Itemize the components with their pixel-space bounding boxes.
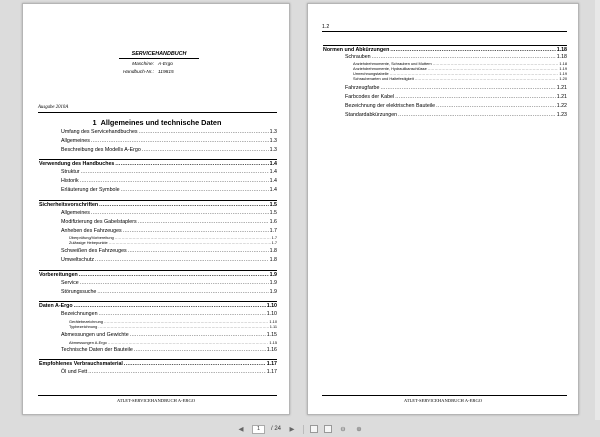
toc-entry[interactable]: Farbcodes der Kabel ..... 1.21 [345, 94, 567, 100]
toc-entry[interactable]: Standardabkürzungen ..... 1.23 [345, 112, 567, 118]
document-title: SERVICEHANDBUCH [119, 51, 199, 59]
page-footer: ATLET-SERVICEHANDBUCH A-ERGO [116, 398, 196, 403]
next-page-icon[interactable]: ▶ [289, 426, 295, 433]
toc-entry[interactable]: Modifizierung des Gabelstaplers ..... 1.6 [61, 219, 277, 225]
section-divider [39, 359, 277, 360]
toc-entry[interactable]: Anheben des Fahrzeuges ..... 1.7 [61, 228, 277, 234]
toc-entry[interactable]: Technische Daten der Bauteile ..... 1.16 [61, 347, 277, 353]
toc-entry[interactable]: Fahrzeugfarbe ..... 1.21 [345, 85, 567, 91]
toc-subentry[interactable]: Gerätebezeichnung ..... 1.10 [69, 319, 277, 324]
previous-page-icon[interactable]: ◀ [238, 426, 244, 433]
toc-entry[interactable]: Schweißen des Fahrzeuges ..... 1.8 [61, 248, 277, 254]
section-divider [39, 200, 277, 201]
toc-entry[interactable]: Beschreibung des Modells A-Ergo ..... 1.3 [61, 147, 277, 153]
toc-subentry[interactable]: Abmessungen A-Ergo ..... 1.15 [69, 340, 277, 345]
zoom-out-icon[interactable]: ⊖ [340, 426, 346, 433]
toc-section[interactable]: Daten A-Ergo ..... 1.10 [39, 303, 277, 309]
machine-value: A-Ergo [158, 62, 173, 67]
toc-entry[interactable]: Historik ..... 1.4 [61, 178, 277, 184]
document-header-box [119, 51, 199, 75]
handbook-number-label: Handbuch-Nr.: [122, 70, 154, 75]
page-total: / 24 [270, 426, 281, 432]
section-divider [39, 270, 277, 271]
divider [38, 112, 277, 113]
fit-width-icon[interactable] [324, 425, 332, 433]
section-divider [39, 159, 277, 160]
toc-entry[interactable]: Service ..... 1.9 [61, 280, 277, 286]
toc-entry[interactable]: Abmessungen und Gewichte ..... 1.15 [61, 332, 277, 338]
page-number-input[interactable]: 1 [252, 425, 265, 434]
toc-subentry[interactable]: Zulässige Hebepunkte ..... 1.7 [69, 240, 277, 245]
toc-entry[interactable]: Bezeichnung der elektrischen Bauteile ..... 1.22 [345, 103, 567, 109]
toc-entry[interactable]: Allgemeines ..... 1.5 [61, 210, 277, 216]
toc-section[interactable]: Vorbereitungen ..... 1.9 [39, 272, 277, 278]
viewer-toolbar [0, 421, 600, 437]
toc-section[interactable]: Normen und Abkürzungen ..... 1.18 [323, 47, 567, 53]
toolbar-separator [303, 425, 304, 434]
page-footer: ATLET-SERVICEHANDBUCH A-ERGO [403, 398, 483, 403]
page-number: 1.2 [322, 24, 330, 30]
section-divider [323, 45, 567, 46]
edition-label: Ausgabe 2010A [38, 105, 69, 110]
footer-divider [322, 395, 567, 396]
right-page [307, 3, 579, 415]
toc-subentry[interactable]: Überprüfung/Vorbereitung ..... 1.7 [69, 235, 277, 240]
handbook-number-row [119, 70, 199, 75]
toc-subentry[interactable]: Umrechnungstabelle ..... 1.19 [353, 71, 567, 76]
handbook-number-value: 119815 [158, 70, 174, 75]
toc-section[interactable]: Verwendung des Handbuches ..... 1.4 [39, 161, 277, 167]
toc-subentry[interactable]: Typbezeichnung ..... 1.11 [69, 324, 277, 329]
machine-label: Maschine: [132, 62, 154, 67]
toc-entry[interactable]: Umfang des Servicehandbuches ..... 1.3 [61, 129, 277, 135]
vertical-scrollbar[interactable] [595, 0, 600, 420]
chapter-title: Allgemeines und technische Daten [100, 118, 222, 127]
zoom-in-icon[interactable]: ⊕ [356, 426, 362, 433]
toc-entry[interactable]: Öl und Fett ..... 1.17 [61, 369, 277, 375]
chapter-number: 1 [92, 118, 97, 127]
toc-entry[interactable]: Erläuterung der Symbole ..... 1.4 [61, 187, 277, 193]
toc-entry[interactable]: Schrauben ..... 1.18 [345, 54, 567, 60]
toc-subentry[interactable]: Schraubenarten und Haltefestigkeit ..... 1.20 [353, 76, 567, 81]
toc-subentry[interactable]: Anziehdrehmomente, Hydraulikanschlüsse ..... 1.19 [353, 66, 567, 71]
header-divider [322, 31, 567, 32]
toc-section[interactable]: Empfohlenes Verbrauchsmaterial ..... 1.17 [39, 361, 277, 367]
fit-page-icon[interactable] [310, 425, 318, 433]
toc-subentry[interactable]: Anziehdrehmomente, Schrauben und Muttern ..... 1.18 [353, 61, 567, 66]
toc-section[interactable]: Sicherheitsvorschriften ..... 1.5 [39, 202, 277, 208]
section-divider [39, 301, 277, 302]
toc-entry[interactable]: Allgemeines ..... 1.3 [61, 138, 277, 144]
toc-entry[interactable]: Umweltschutz ..... 1.8 [61, 257, 277, 263]
chapter-heading [37, 118, 277, 127]
toc-entry[interactable]: Störungssuche ..... 1.9 [61, 289, 277, 295]
toc-entry[interactable]: Bezeichnungen ..... 1.10 [61, 311, 277, 317]
left-page [22, 3, 290, 415]
machine-row [119, 62, 199, 67]
footer-divider [38, 395, 277, 396]
toc-entry[interactable]: Struktur ..... 1.4 [61, 169, 277, 175]
